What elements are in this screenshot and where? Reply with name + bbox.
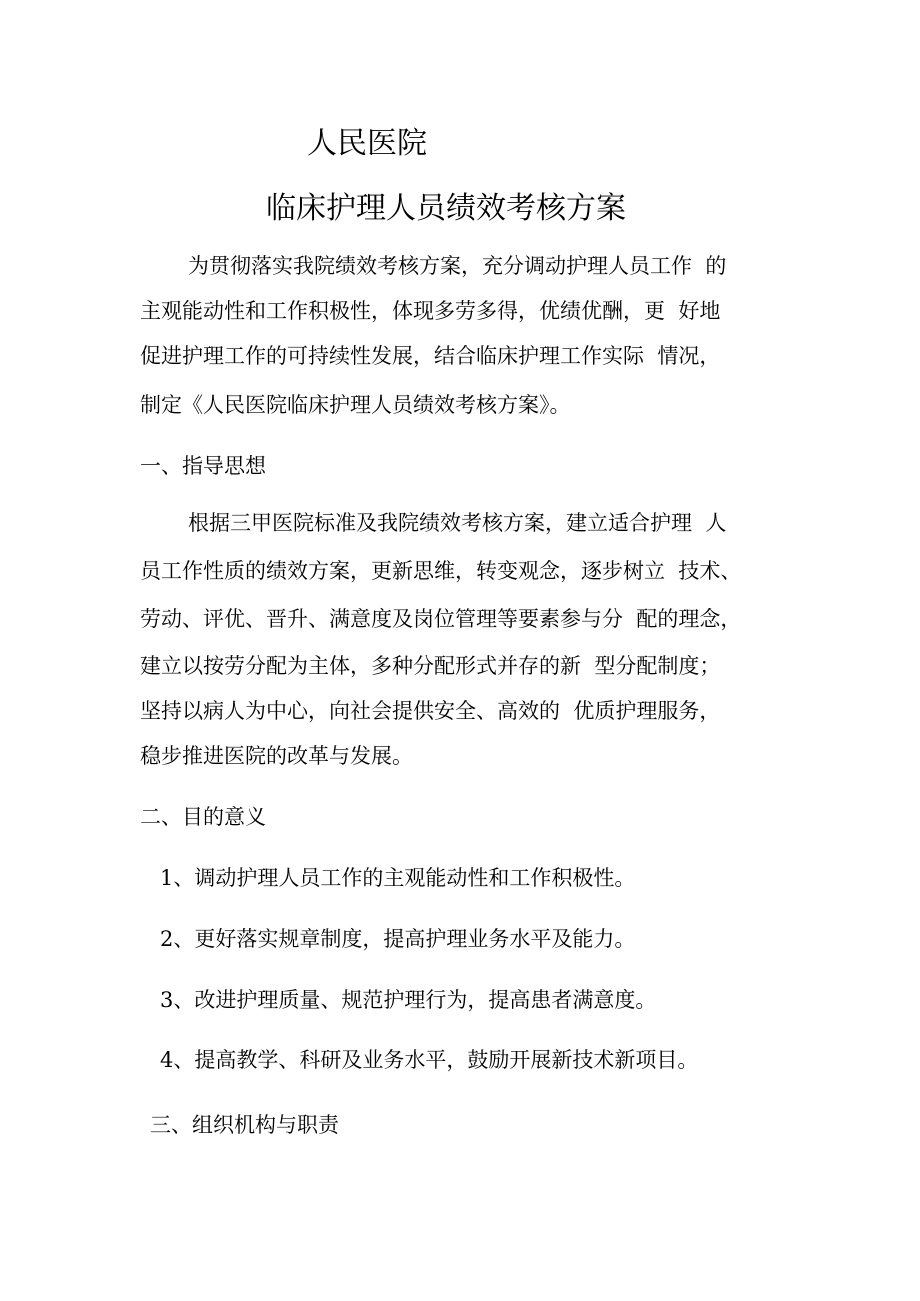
paragraph-line: 根据三甲医院标准及我院绩效考核方案，建立适合护理 人 bbox=[188, 511, 727, 535]
paragraph-line: 为贯彻落实我院绩效考核方案，充分调动护理人员工作 的 bbox=[188, 254, 727, 278]
section-heading: 一、指导思想 bbox=[140, 454, 266, 478]
list-item: 1、调动护理人员工作的主观能动性和工作积极性。 bbox=[160, 866, 636, 890]
section-heading: 三、组织机构与职责 bbox=[150, 1113, 339, 1137]
paragraph-line: 建立以按劳分配为主体，多种分配形式并存的新 型分配制度； bbox=[140, 654, 721, 678]
hospital-name: 人民医院 bbox=[307, 126, 427, 161]
list-item: 2、更好落实规章制度，提高护理业务水平及能力。 bbox=[160, 927, 636, 951]
paragraph-line: 主观能动性和工作积极性，体现多劳多得，优绩优酬，更 好地 bbox=[140, 299, 721, 323]
paragraph-line: 制定《人民医院临床护理人员绩效考核方案》。 bbox=[140, 393, 571, 417]
paragraph-line: 劳动、评优、晋升、满意度及岗位管理等要素参与分 配的理念， bbox=[140, 607, 742, 631]
paragraph-line: 稳步推进医院的改革与发展。 bbox=[140, 744, 413, 768]
section-heading: 二、目的意义 bbox=[140, 805, 266, 829]
paragraph-line: 坚持以病人为中心，向社会提供安全、高效的 优质护理服务， bbox=[140, 699, 721, 723]
paragraph-line: 员工作性质的绩效方案，更新思维，转变观念，逐步树立 技术、 bbox=[140, 559, 742, 583]
document-title: 临床护理人员绩效考核方案 bbox=[266, 191, 626, 226]
paragraph-line: 促进护理工作的可持续性发展，结合临床护理工作实际 情况， bbox=[140, 344, 721, 368]
list-item: 3、改进护理质量、规范护理行为，提高患者满意度。 bbox=[160, 988, 657, 1012]
list-item: 4、提高教学、科研及业务水平，鼓励开展新技术新项目。 bbox=[160, 1048, 699, 1072]
